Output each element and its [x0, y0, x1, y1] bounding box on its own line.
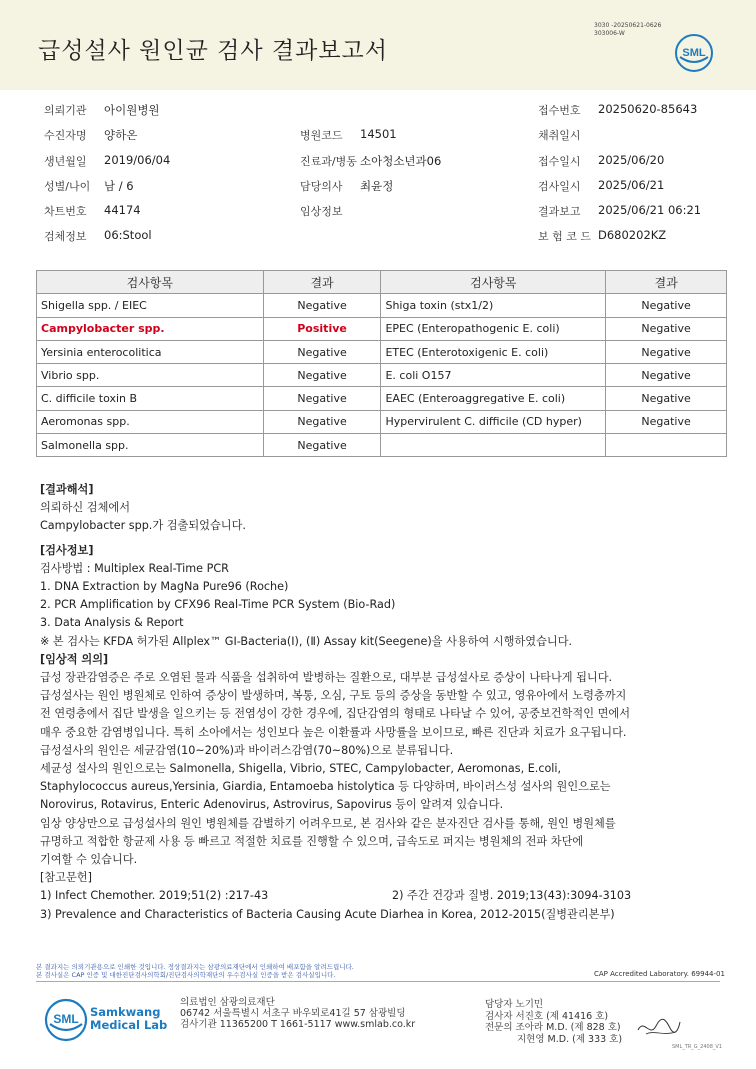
- clinical-line: 규명하고 적합한 항균제 사용 등 빠르고 적절한 치료를 진행할 수 있으며, 급속도로 퍼지는 병원체의 전파 차단에: [40, 834, 584, 848]
- interpretation-line: 의뢰하신 검체에서: [40, 501, 131, 515]
- test-item: Vibrio spp.: [37, 364, 264, 387]
- staff-line: 검사자 서진호 (제 41416 호): [485, 1010, 609, 1022]
- staff-line: 담당자 노기민: [485, 999, 544, 1010]
- specimen-label: 검체정보: [44, 230, 87, 243]
- column-header: 결과: [606, 271, 727, 294]
- sml-logo-icon: [674, 33, 714, 73]
- sml-logo-text: SML: [682, 47, 706, 59]
- report-value: 2025/06/21 06:21: [598, 203, 702, 217]
- insurance-label: 보 험 코 드: [538, 230, 591, 243]
- info-row: [0, 203, 756, 227]
- insurance-value: D680202KZ: [598, 228, 667, 242]
- clinical-line: Staphylococcus aureus,Yersinia, Giardia, Entamoeba histolytica 등 다양하며, 바이러스성 설사의 원인으로는: [40, 780, 611, 794]
- lab-name: [90, 1006, 167, 1032]
- test-item: C. difficile toxin B: [37, 387, 264, 410]
- institution-value: 아이원병원: [104, 103, 160, 117]
- sex-age-value: 남 / 6: [104, 179, 134, 193]
- info-row: [0, 127, 756, 151]
- sml-footer-logo-text: SML: [53, 1012, 79, 1026]
- birth-label: 생년월일: [44, 155, 87, 168]
- table-row: [37, 387, 727, 410]
- hosp-code-value: 14501: [360, 127, 397, 141]
- lab-name-line-2: Medical Lab: [90, 1018, 168, 1032]
- test-result: Negative: [263, 410, 381, 433]
- report-body: [40, 481, 720, 924]
- info-row: [0, 178, 756, 202]
- collect-date-label: 채취일시: [538, 129, 581, 142]
- sml-footer-logo-icon: [44, 998, 88, 1042]
- name-label: 수진자명: [44, 129, 87, 142]
- test-result: Negative: [606, 387, 727, 410]
- table-row: [37, 410, 727, 433]
- report-title: 급성설사 원인균 검사 결과보고서: [38, 38, 388, 64]
- clinical-line: 매우 중요한 감염병입니다. 특히 소아에서는 성인보다 높은 이환률과 사망률을 보이므로, 빠른 진단과 치료가 요구됩니다.: [40, 725, 627, 739]
- test-info-heading: [검사정보]: [40, 543, 94, 557]
- column-header: 검사항목: [37, 271, 264, 294]
- clinical-line: 세균성 설사의 원인으로는 Salmonella, Shigella, Vibrio, STEC, Campylobacter, Aeromonas, E.coli,: [40, 762, 562, 776]
- reference-2: 2) 주간 건강과 질병. 2019;13(43):3094-3103: [392, 889, 632, 903]
- table-header-row: [37, 271, 727, 294]
- specimen-value: 06:Stool: [104, 228, 152, 242]
- form-code: SML_TR_G_2408_V1: [672, 1044, 723, 1050]
- signature-icon: [636, 1012, 682, 1042]
- references-heading: [참고문헌]: [40, 871, 92, 885]
- table-row: [37, 434, 727, 457]
- document-code-line-1: 3030 -20250621-0626: [594, 22, 662, 29]
- hosp-code-label: 병원코드: [300, 129, 343, 142]
- staff-list: [485, 999, 622, 1045]
- chart-value: 44174: [104, 203, 141, 217]
- dept-value: 소아청소년과06: [360, 154, 442, 168]
- test-result-positive: Positive: [263, 317, 381, 340]
- recv-date-label: 접수일시: [538, 155, 581, 168]
- info-row: [0, 153, 756, 177]
- test-item-positive: Campylobacter spp.: [37, 317, 264, 340]
- name-value: 양하온: [104, 128, 138, 142]
- footer-note-1: 본 결과지는 의뢰기관용으로 인쇄한 것입니다. 정상결과지는 삼광의료재단에서 인쇄하여 배포함을 알려드립니다.: [36, 963, 354, 971]
- birth-value: 2019/06/04: [104, 153, 171, 167]
- test-result: Negative: [263, 340, 381, 363]
- lab-address-line: 의료법인 삼광의료재단: [180, 997, 275, 1008]
- reg-no-label: 접수번호: [538, 104, 581, 117]
- test-date-label: 검사일시: [538, 180, 581, 193]
- staff-line: 전문의 조아라 M.D. (제 828 호): [485, 1022, 621, 1033]
- test-item: EPEC (Enteropathogenic E. coli): [381, 317, 606, 340]
- test-item: Shigella spp. / EIEC: [37, 294, 264, 317]
- clinical-line: 임상 양상만으로 급성설사의 원인 병원체를 감별하기 어려우므로, 본 검사와 같은 분자진단 검사를 통해, 원인 병원체를: [40, 816, 616, 830]
- test-result: Negative: [606, 364, 727, 387]
- recv-date-value: 2025/06/20: [598, 153, 665, 167]
- test-result: Negative: [263, 364, 381, 387]
- test-item: Shiga toxin (stx1/2): [381, 294, 606, 317]
- reference-3: 3) Prevalence and Characteristics of Bacteria Causing Acute Diarhea in Korea, 2012-2015(질병관리본부): [40, 907, 615, 921]
- clinical-line: 급성설사의 원인은 세균감염(10~20%)과 바이러스감염(70~80%)으로 분류됩니다.: [40, 743, 454, 757]
- column-header: 검사항목: [381, 271, 606, 294]
- kfda-note: ※ 본 검사는 KFDA 허가된 Allplex™ GI-Bacteria(Ⅰ), (Ⅱ) Assay kit(Seegene)을 사용하여 시행하였습니다.: [40, 634, 573, 648]
- document-code-line-2: 303006-W: [594, 30, 625, 37]
- table-row: [37, 340, 727, 363]
- test-result: Negative: [606, 410, 727, 433]
- test-result: Negative: [263, 434, 381, 457]
- doctor-value: 최윤정: [360, 179, 394, 193]
- report-header: [0, 0, 756, 90]
- clinical-line: 기여할 수 있습니다.: [40, 853, 138, 867]
- institution-label: 의뢰기관: [44, 104, 87, 117]
- test-result: Negative: [263, 387, 381, 410]
- interpretation-line: Campylobacter spp.가 검출되었습니다.: [40, 519, 246, 533]
- lab-address-line: 06742 서울특별시 서초구 바우뫼로41길 57 삼광빌딩: [180, 1008, 406, 1019]
- test-method: 검사방법 : Multiplex Real-Time PCR: [40, 561, 229, 575]
- test-item: E. coli O157: [381, 364, 606, 387]
- footer-divider: [36, 981, 720, 982]
- lab-address: [180, 997, 415, 1030]
- test-item: Yersinia enterocolitica: [37, 340, 264, 363]
- lab-address-line: 검사기관 11365200 T 1661-5117 www.smlab.co.kr: [180, 1019, 416, 1030]
- lab-name-line-1: Samkwang: [90, 1005, 161, 1019]
- test-item: Aeromonas spp.: [37, 410, 264, 433]
- reference-1: 1) Infect Chemother. 2019;51(2) :217-43: [40, 889, 269, 903]
- dept-label: 진료과/병동: [300, 155, 357, 168]
- test-date-value: 2025/06/21: [598, 178, 665, 192]
- reference-row: [40, 887, 720, 905]
- results-table: [36, 270, 727, 457]
- sex-age-label: 성별/나이: [44, 180, 91, 193]
- reg-no-value: 20250620-85643: [598, 102, 698, 116]
- clinical-line: 급성 장관감염증은 주로 오염된 물과 식품을 섭취하여 발병하는 질환으로, 대부분 급성설사로 증상이 나타나게 됩니다.: [40, 671, 613, 685]
- test-step: 1. DNA Extraction by MagNa Pure96 (Roche): [40, 580, 289, 594]
- test-result: Negative: [606, 294, 727, 317]
- clinical-significance-heading: [임상적 의의]: [40, 652, 109, 666]
- column-header: 결과: [263, 271, 381, 294]
- test-result: Negative: [606, 317, 727, 340]
- table-row: [37, 294, 727, 317]
- table-row: [37, 317, 727, 340]
- info-row: [0, 102, 756, 126]
- clinical-line: Norovirus, Rotavirus, Enteric Adenovirus, Astrovirus, Sapovirus 등이 알려져 있습니다.: [40, 798, 504, 812]
- chart-label: 차트번호: [44, 205, 87, 218]
- test-item: EAEC (Enteroaggregative E. coli): [381, 387, 606, 410]
- clinical-line: 급성설사는 원인 병원체로 인하여 증상이 발생하며, 복통, 오심, 구토 등의 증상을 동반할 수 있고, 영유아에서 노령층까지: [40, 689, 627, 703]
- clinical-line: 전 연령층에서 집단 발생을 일으키는 등 전염성이 강한 경우에, 집단감염의 형태로 나타날 수 있어, 공중보건학적인 면에서: [40, 707, 631, 721]
- clinical-label: 임상정보: [300, 205, 343, 218]
- test-item: Salmonella spp.: [37, 434, 264, 457]
- footer-note-2: 본 검사실은 CAP 인증 및 대한진단검사의학회/진단검사의학재단의 우수검사실 인증을 받은 검사실입니다.: [36, 971, 336, 979]
- test-item: Hypervirulent C. difficile (CD hyper): [381, 410, 606, 433]
- test-result: Negative: [606, 340, 727, 363]
- footer-notes: [36, 963, 354, 979]
- test-step: 2. PCR Amplification by CFX96 Real-Time PCR System (Bio-Rad): [40, 598, 396, 612]
- table-row: [37, 364, 727, 387]
- document-code: [594, 22, 661, 38]
- test-result: Negative: [263, 294, 381, 317]
- interpretation-heading: [결과해석]: [40, 483, 94, 496]
- test-result: [606, 434, 727, 457]
- test-item: [381, 434, 606, 457]
- cap-accreditation: CAP Accredited Laboratory. 69944-01: [594, 970, 725, 978]
- test-item: ETEC (Enterotoxigenic E. coli): [381, 340, 606, 363]
- staff-line: 지현영 M.D. (제 333 호): [517, 1033, 623, 1045]
- test-step: 3. Data Analysis & Report: [40, 616, 184, 630]
- doctor-label: 담당의사: [300, 180, 343, 193]
- info-row: [0, 228, 756, 252]
- report-label: 결과보고: [538, 205, 581, 218]
